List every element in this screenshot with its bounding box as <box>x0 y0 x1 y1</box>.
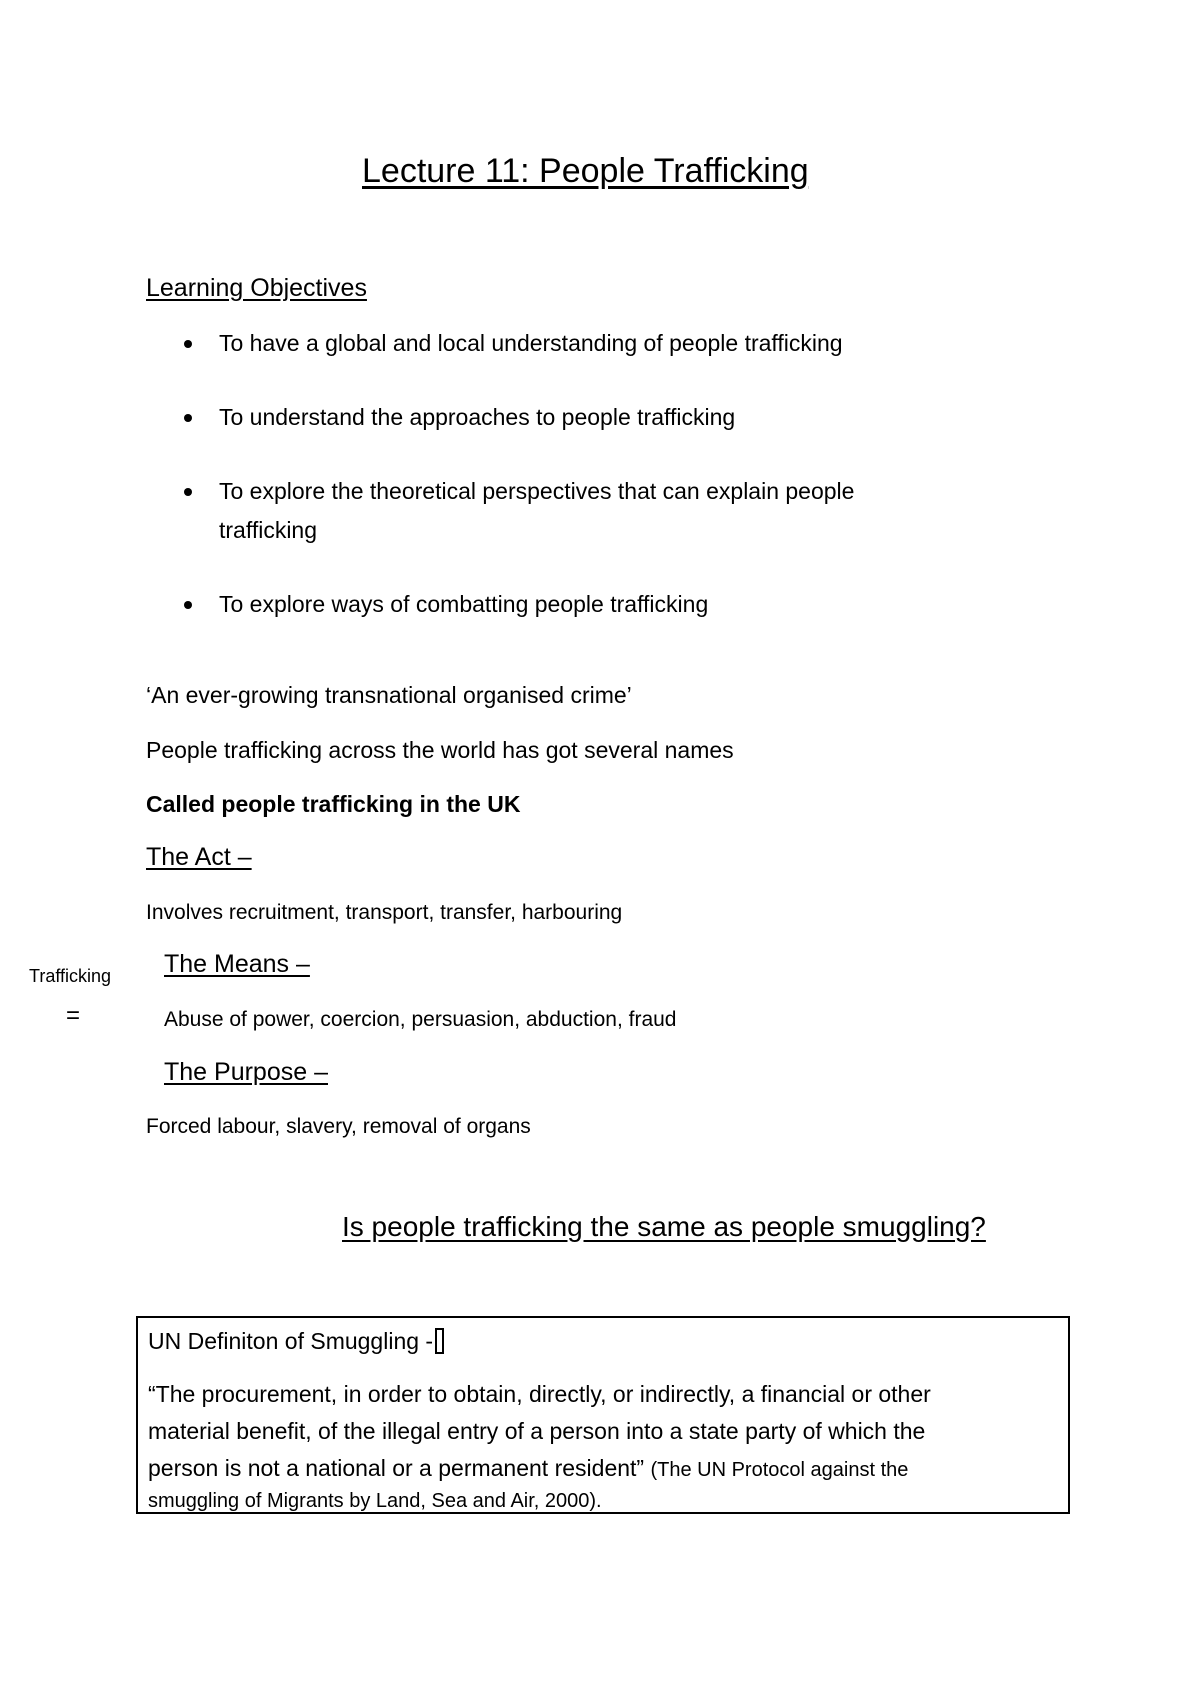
objective-text: To explore the theoretical perspectives that can explain people <box>219 478 855 504</box>
objective-text: To have a global and local understanding of people trafficking <box>219 330 843 356</box>
definition-line: person is not a national or a permanent resident” <box>148 1455 645 1481</box>
side-label: Trafficking <box>29 966 112 986</box>
citation-text: (The UN Protocol against the <box>650 1459 909 1481</box>
objectives-heading: Learning Objectives <box>146 274 367 302</box>
purpose-heading: The Purpose – <box>164 1058 328 1086</box>
bullet-icon <box>184 414 192 422</box>
purpose-text: Forced labour, slavery, removal of organs <box>146 1115 531 1138</box>
objective-text: To understand the approaches to people trafficking <box>219 404 736 430</box>
objective-text-continuation: trafficking <box>219 517 318 543</box>
citation-text: smuggling of Migrants by Land, Sea and Air, 2000). <box>148 1490 602 1512</box>
act-text: Involves recruitment, transport, transfer, harbouring <box>146 901 623 924</box>
bullet-icon <box>184 488 192 496</box>
smuggling-question: Is people trafficking the same as people smuggling? <box>342 1211 986 1242</box>
bullet-icon <box>184 340 192 348</box>
means-heading: The Means – <box>164 950 310 978</box>
means-text: Abuse of power, coercion, persuasion, abduction, fraud <box>164 1008 677 1031</box>
box-heading-text: UN Definiton of Smuggling - <box>148 1328 434 1354</box>
page-title: Lecture 11: People Trafficking <box>362 152 809 190</box>
objective-text: To explore ways of combatting people trafficking <box>219 591 709 617</box>
un-definition-box <box>136 1316 1070 1514</box>
definition-line-with-citation <box>148 1455 908 1482</box>
act-heading: The Act – <box>146 843 252 871</box>
bullet-icon <box>184 601 192 609</box>
side-equals: = <box>66 1002 81 1029</box>
definition-line: “The procurement, in order to obtain, directly, or indirectly, a financial or other <box>148 1381 931 1407</box>
box-heading <box>148 1328 444 1355</box>
names-line: People trafficking across the world has got several names <box>146 737 734 763</box>
quote-line: ‘An ever-growing transnational organised crime’ <box>146 682 632 708</box>
uk-line: Called people trafficking in the UK <box>146 791 521 817</box>
text-cursor-icon <box>435 1328 444 1354</box>
definition-line: material benefit, of the illegal entry of a person into a state party of which the <box>148 1418 926 1444</box>
